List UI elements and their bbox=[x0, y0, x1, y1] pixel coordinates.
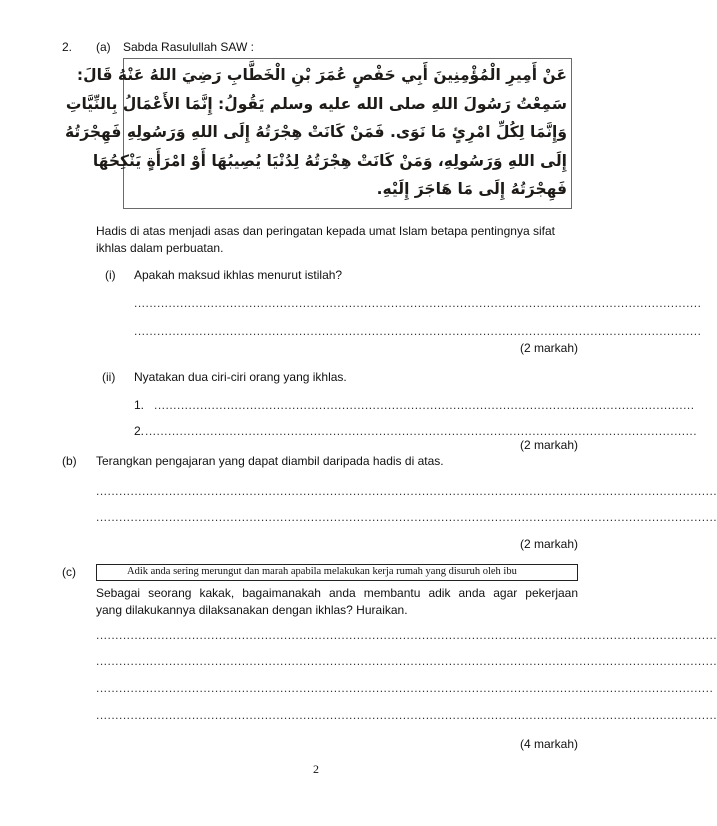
answer-line[interactable]: .................................................................................................................................................................. bbox=[96, 628, 717, 642]
marks-label: (2 markah) bbox=[519, 537, 578, 551]
answer-line[interactable]: .................................................................................................................................................................. bbox=[96, 708, 717, 722]
arabic-hadith-box bbox=[65, 58, 572, 209]
part-c-label: (c) bbox=[62, 565, 76, 579]
answer-line[interactable]: .................................................................................................................................................................. bbox=[96, 484, 717, 498]
part-c-question-line2: yang dilakukannya dilaksanakan dengan ikhlas? Huraikan. bbox=[96, 603, 408, 617]
arabic-line: إِلَى اللهِ وَرَسُولِهِ، وَمَنْ كَانَتْ هِجْرَتُهُ لِدُنْيَا يُصِيبُهَا أَوْ امْرَأَةٍ يَنْكِحُهَا bbox=[92, 151, 567, 170]
answer-line[interactable]: ............................................................................................................................................. bbox=[154, 398, 695, 412]
hadis-description-line1: Hadis di atas menjadi asas dan peringatan kepada umat Islam betapa pentingnya sifat bbox=[96, 224, 555, 238]
part-b-question: Terangkan pengajaran yang dapat diambil daripada hadis di atas. bbox=[96, 454, 444, 468]
arabic-line: سَمِعْتُ رَسُولَ اللهِ صلى الله عليه وسلم يَقُولُ: إِنَّمَا الأَعْمَالُ بِالنِّيَّاتِ bbox=[65, 94, 567, 113]
part-a-label: (a) bbox=[96, 40, 111, 54]
sub-ii-label: (ii) bbox=[102, 370, 116, 384]
answer-line[interactable]: .................................................................................................................................................................. bbox=[96, 654, 717, 668]
arabic-line: فَهِجْرَتُهُ إِلَى مَا هَاجَرَ إِلَيْهِ. bbox=[376, 180, 567, 198]
hadith-intro: Sabda Rasulullah SAW : bbox=[123, 40, 254, 54]
answer-line[interactable]: .................................................................................................................................................... bbox=[134, 296, 702, 310]
answer-line[interactable]: .................................................................................................................................................................. bbox=[96, 510, 717, 524]
answer-line[interactable]: ................................................................................................................................................ bbox=[145, 424, 698, 438]
arabic-line: وَإِنَّمَا لِكُلِّ امْرِئٍ مَا نَوَى. فَمَنْ كَانَتْ هِجْرَتُهُ إِلَى اللهِ وَرَسُولِهِ فَهِجْرَتُهُ bbox=[65, 123, 567, 141]
marks-label: (2 markah) bbox=[519, 438, 578, 452]
part-b-label: (b) bbox=[62, 454, 77, 468]
page-number: 2 bbox=[313, 762, 319, 776]
arabic-line: عَنْ أَمِيرِ الْمُؤْمِنِينَ أَبِي حَفْصٍ عُمَرَ بْنِ الْخَطَّابِ رَضِيَ اللهُ عَنْهُ قَالَ: bbox=[76, 66, 567, 84]
list-item-number: 1. bbox=[134, 398, 145, 412]
question-number: 2. bbox=[62, 40, 73, 54]
sub-i-label: (i) bbox=[105, 268, 116, 282]
part-c-question-line1: Sebagai seorang kakak, bagaimanakah anda membantu adik anda agar pekerjaan bbox=[96, 586, 578, 600]
answer-line[interactable]: ................................................................................................................................................................. bbox=[96, 681, 714, 695]
scenario-box: Adik anda sering merungut dan marah apabila melakukan kerja rumah yang disuruh oleh ibu bbox=[96, 564, 578, 581]
marks-label: (2 markah) bbox=[519, 341, 578, 355]
sub-i-question: Apakah maksud ikhlas menurut istilah? bbox=[134, 268, 343, 282]
list-item-number: 2. bbox=[134, 424, 145, 438]
hadis-description-line2: ikhlas dalam perbuatan. bbox=[96, 241, 224, 255]
answer-line[interactable]: .................................................................................................................................................... bbox=[134, 324, 702, 338]
sub-ii-question: Nyatakan dua ciri-ciri orang yang ikhlas. bbox=[134, 370, 347, 384]
marks-label: (4 markah) bbox=[519, 737, 578, 751]
